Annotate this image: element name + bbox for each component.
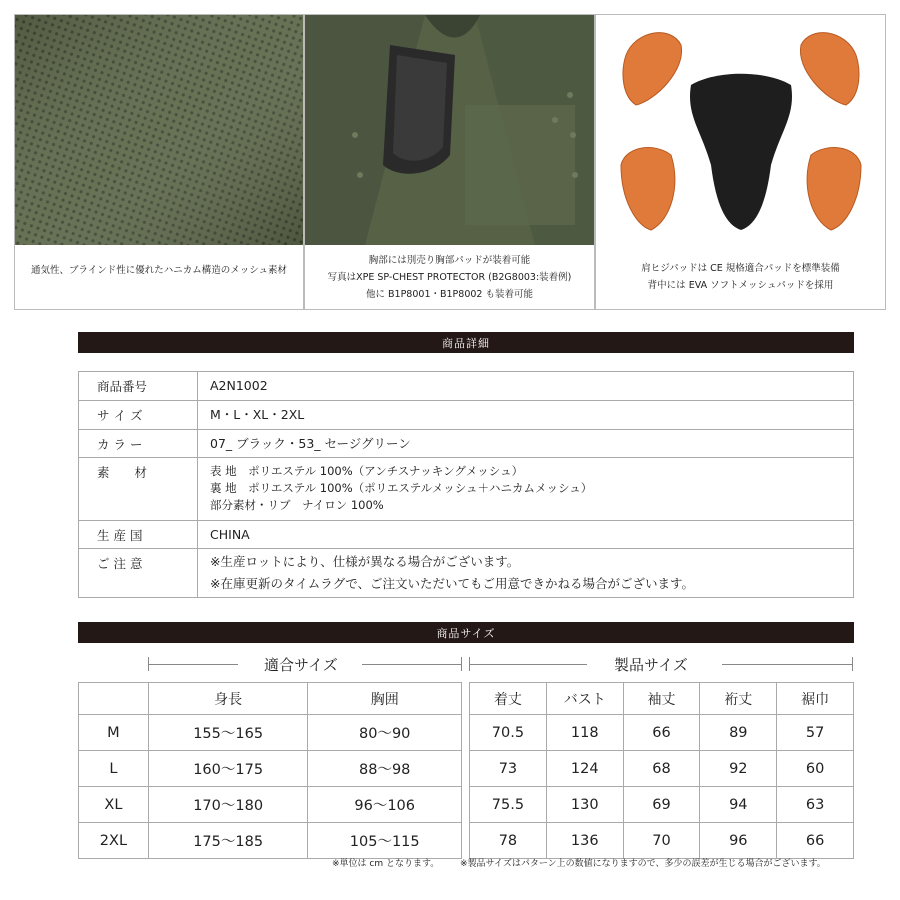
detail-value: M・L・XL・2XL — [198, 401, 854, 430]
detail-value: ※生産ロットにより、仕様が異なる場合がございます。 ※在庫更新のタイムラグで、ご注文いただいてもご用意できかねる場合がございます。 — [198, 549, 854, 598]
product-row — [470, 715, 854, 751]
caption-line: 写真はXPE SP-CHEST PROTECTOR (B2G8003:装着例) — [327, 271, 572, 283]
caption-line: 胸部には別売り胸部パッドが装着可能 — [368, 254, 531, 266]
size-label: L — [79, 751, 149, 787]
bust-value: 130 — [546, 787, 623, 823]
size-header-cell — [79, 683, 149, 715]
fit-row — [79, 823, 462, 859]
yuki-header: 裄丈 — [700, 683, 777, 715]
unit-note: ※単位は cm となります。 — [332, 859, 440, 869]
caption-line: 通気性、ブラインド性に優れたハニカム構造のメッシュ素材 — [30, 264, 288, 276]
chest-value: 105〜115 — [308, 823, 462, 859]
product-group-line-right — [722, 664, 853, 665]
detail-value: 表 地 ポリエステル 100%（アンチスナッキングメッシュ） 裏 地 ポリエステル 100%（ポリエステルメッシュ＋ハニカムメッシュ） 部分素材・リブ ナイロン 100% — [198, 458, 854, 521]
hem-value: 63 — [777, 787, 854, 823]
photo-panel-chest — [304, 14, 595, 310]
size-label: XL — [79, 787, 149, 823]
chest-header: 胸囲 — [308, 683, 462, 715]
chest-value: 88〜98 — [308, 751, 462, 787]
detail-value: 07_ ブラック・53_ セージグリーン — [198, 430, 854, 458]
details-table — [78, 371, 854, 598]
chest-pad-photo — [305, 15, 594, 245]
photo-panel-mesh — [14, 14, 304, 310]
sleeve-value: 69 — [623, 787, 700, 823]
height-value: 170〜180 — [148, 787, 308, 823]
product-group-bracket-right — [852, 657, 853, 671]
hem-value: 60 — [777, 751, 854, 787]
fit-row — [79, 715, 462, 751]
height-header: 身長 — [148, 683, 308, 715]
yuki-value: 89 — [700, 715, 777, 751]
fit-group-line-right — [362, 664, 462, 665]
caption-chest — [305, 245, 594, 309]
length-value: 70.5 — [470, 715, 547, 751]
detail-label: 商品番号 — [79, 372, 198, 401]
product-group-label: 製品サイズ — [614, 655, 688, 674]
photo-panel-pads — [595, 14, 886, 310]
detail-label: カ ラ ー — [79, 430, 198, 458]
fit-group-line-left — [148, 664, 238, 665]
length-value: 78 — [470, 823, 547, 859]
details-title: 商品詳細 — [442, 336, 490, 350]
fit-size-table — [78, 682, 462, 859]
sizes-title-bar — [78, 622, 854, 643]
caption-mesh — [15, 245, 303, 309]
detail-row — [79, 521, 854, 549]
protector-pads-photo — [596, 15, 885, 245]
height-value: 175〜185 — [148, 823, 308, 859]
pattern-note: ※製品サイズはパターン上の数値になりますので、多少の誤差が生じる場合がございます。 — [460, 859, 826, 869]
fit-header-row — [79, 683, 462, 715]
bust-header: バスト — [546, 683, 623, 715]
chest-value: 80〜90 — [308, 715, 462, 751]
length-value: 73 — [470, 751, 547, 787]
detail-label: 素 材 — [79, 458, 198, 521]
detail-row — [79, 549, 854, 598]
fit-row — [79, 787, 462, 823]
detail-label: 生 産 国 — [79, 521, 198, 549]
detail-label: ご 注 意 — [79, 549, 198, 598]
sleeve-value: 70 — [623, 823, 700, 859]
mesh-fabric-photo — [15, 15, 303, 245]
detail-value: CHINA — [198, 521, 854, 549]
caption-pads — [596, 245, 885, 309]
hem-header: 裾巾 — [777, 683, 854, 715]
bust-value: 136 — [546, 823, 623, 859]
sleeve-value: 66 — [623, 715, 700, 751]
bust-value: 124 — [546, 751, 623, 787]
length-value: 75.5 — [470, 787, 547, 823]
height-value: 155〜165 — [148, 715, 308, 751]
caption-line: 肩ヒジパッドは CE 規格適合パッドを標準装備 — [641, 263, 840, 274]
sizes-title: 商品サイズ — [436, 626, 496, 640]
length-header: 着丈 — [470, 683, 547, 715]
detail-row — [79, 430, 854, 458]
sleeve-value: 68 — [623, 751, 700, 787]
detail-row — [79, 401, 854, 430]
detail-value: A2N1002 — [198, 372, 854, 401]
hem-value: 66 — [777, 823, 854, 859]
product-row — [470, 823, 854, 859]
bust-value: 118 — [546, 715, 623, 751]
product-size-table — [469, 682, 854, 859]
yuki-value: 96 — [700, 823, 777, 859]
chest-value: 96〜106 — [308, 787, 462, 823]
product-row — [470, 787, 854, 823]
product-header-row — [470, 683, 854, 715]
caption-line: 背中には EVA ソフトメッシュパッドを採用 — [647, 280, 834, 291]
yuki-value: 94 — [700, 787, 777, 823]
product-group-line-left — [469, 664, 587, 665]
product-row — [470, 751, 854, 787]
fit-group-label: 適合サイズ — [264, 655, 338, 674]
size-label: M — [79, 715, 149, 751]
detail-label: サ イ ズ — [79, 401, 198, 430]
detail-row — [79, 372, 854, 401]
details-title-bar — [78, 332, 854, 353]
size-label: 2XL — [79, 823, 149, 859]
detail-row — [79, 458, 854, 521]
hem-value: 57 — [777, 715, 854, 751]
yuki-value: 92 — [700, 751, 777, 787]
sleeve-header: 袖丈 — [623, 683, 700, 715]
height-value: 160〜175 — [148, 751, 308, 787]
caption-line: 他に B1P8001・B1P8002 も装着可能 — [366, 288, 533, 300]
fit-row — [79, 751, 462, 787]
fit-group-bracket-right — [461, 657, 462, 671]
